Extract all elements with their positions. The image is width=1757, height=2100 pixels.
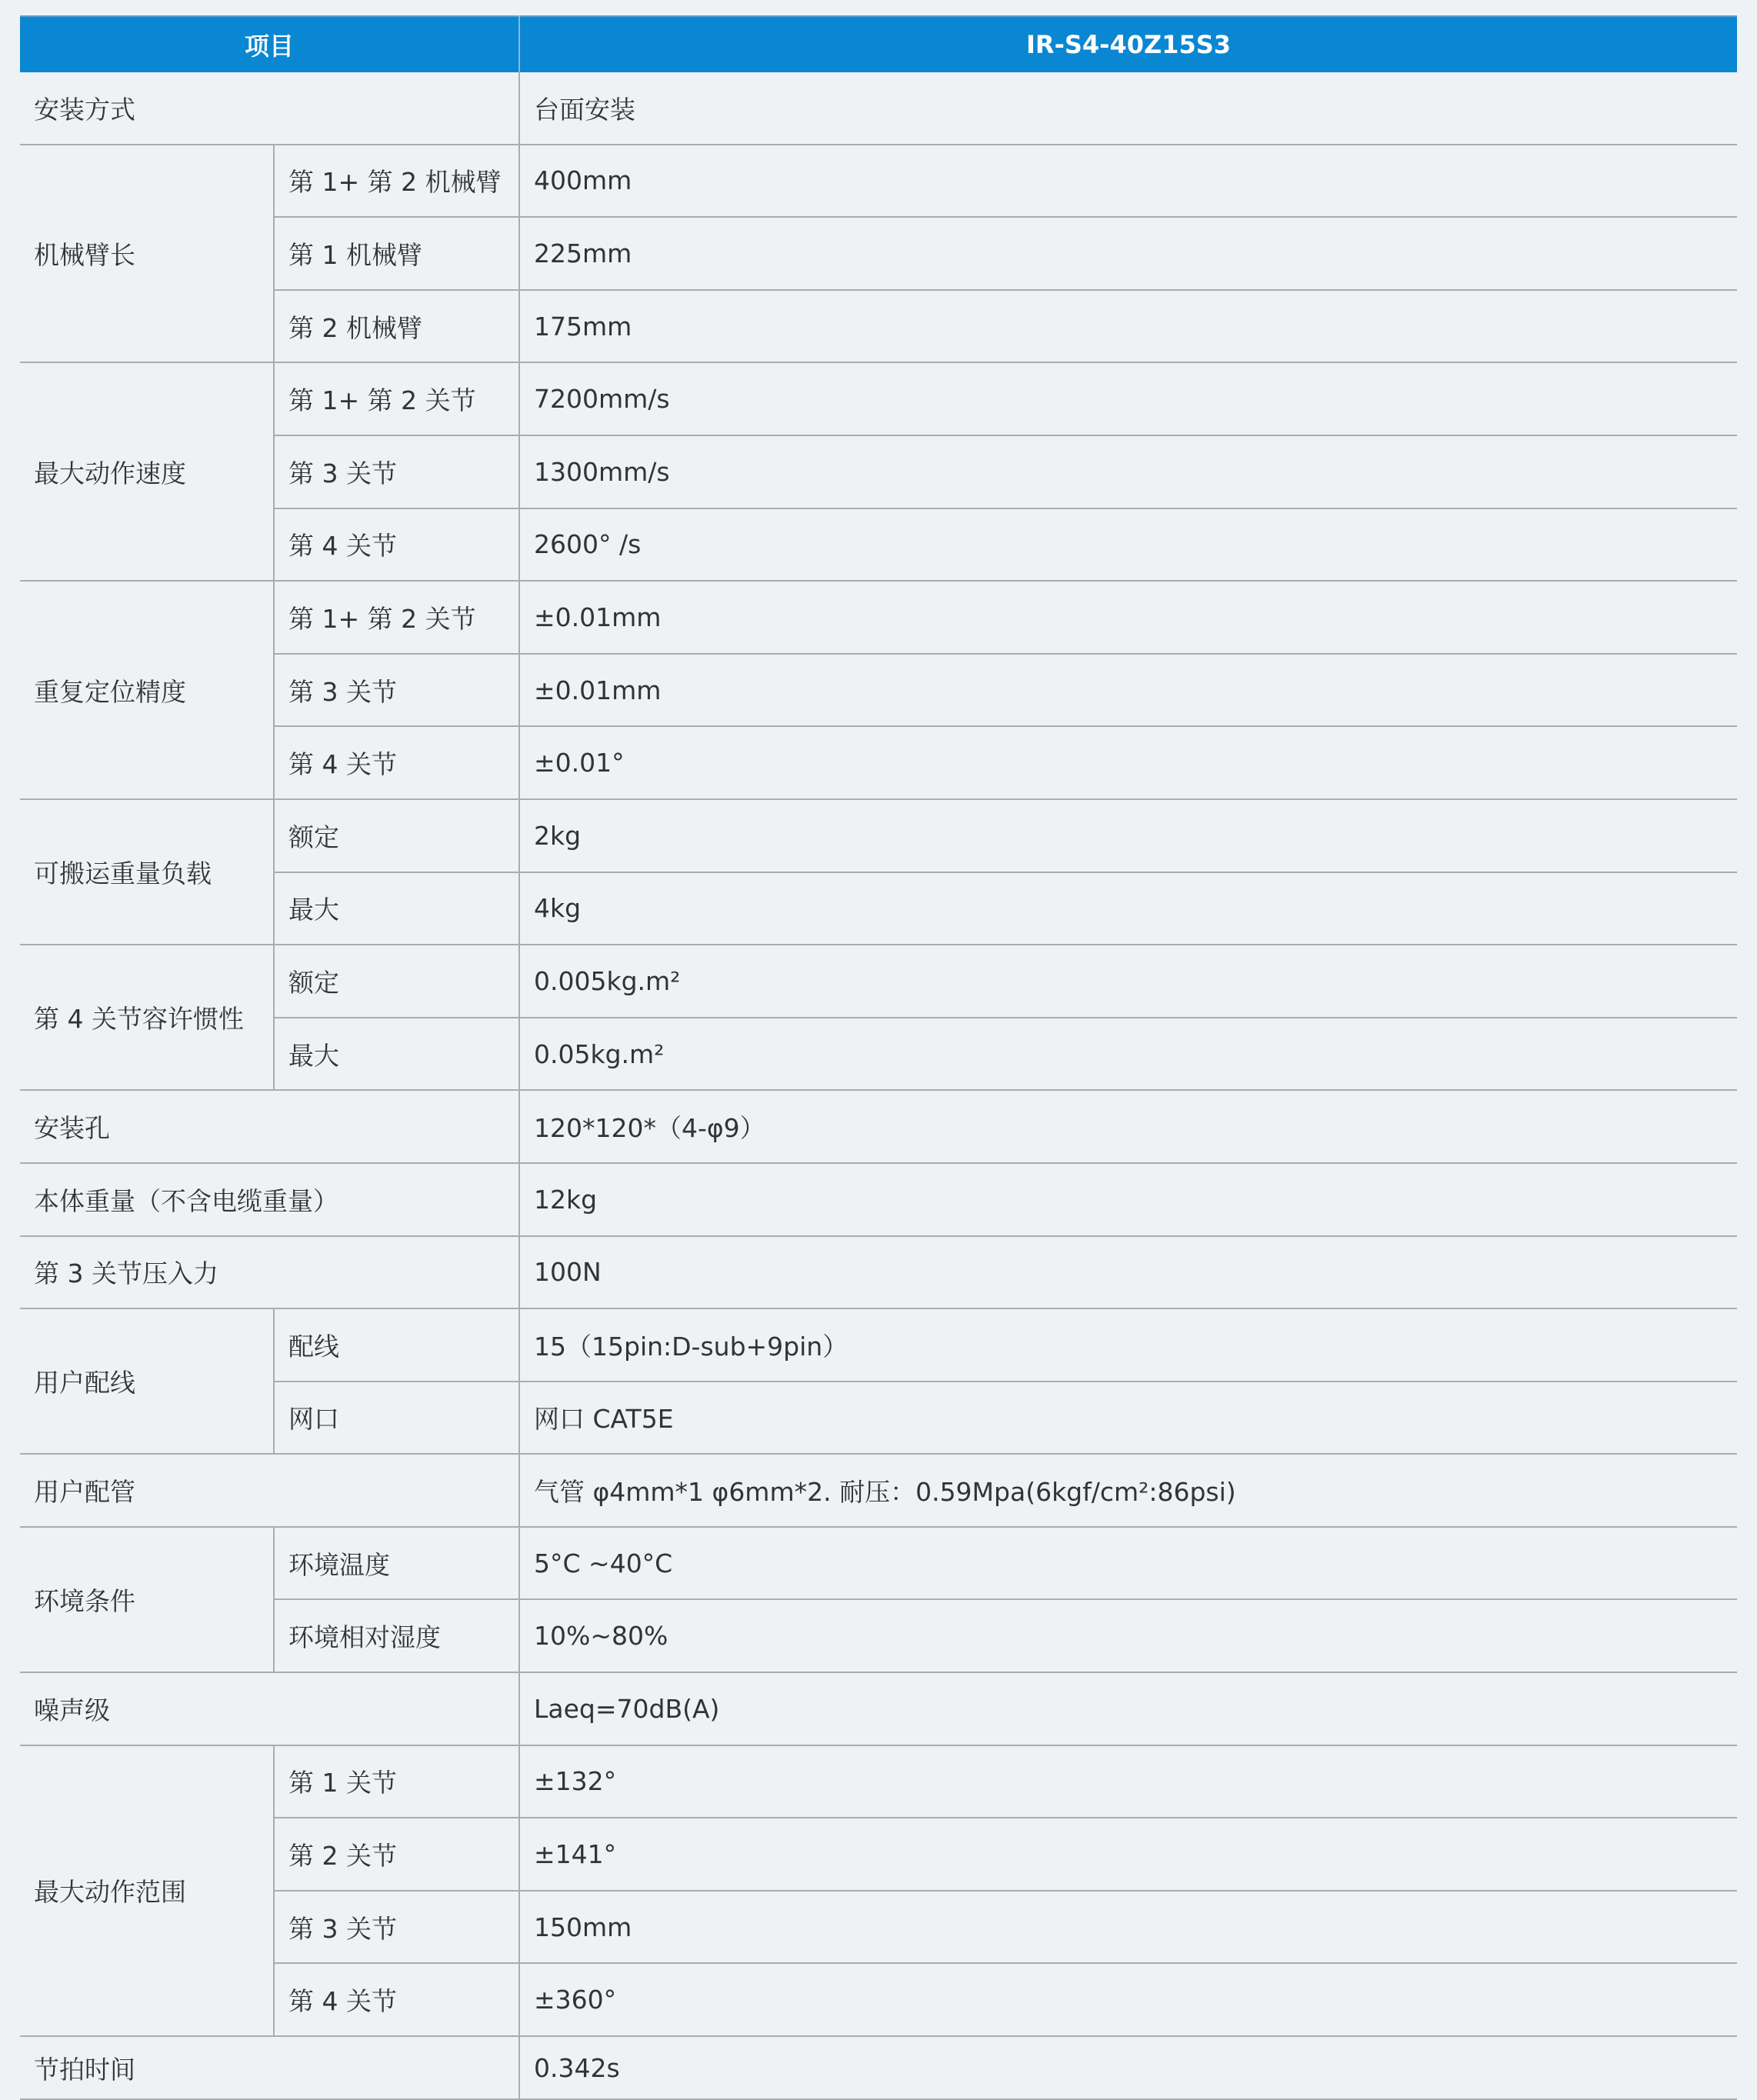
spec-value: 175mm bbox=[519, 290, 1737, 363]
group-label: 最大动作范围 bbox=[20, 1745, 274, 2036]
table-row bbox=[20, 290, 1737, 363]
spec-value: 400mm bbox=[519, 145, 1737, 218]
sub-label: 第 4 关节 bbox=[274, 508, 519, 582]
table-row bbox=[20, 581, 1737, 654]
spec-value: ±0.01° bbox=[519, 726, 1737, 799]
sub-label: 环境温度 bbox=[274, 1527, 519, 1600]
table-row bbox=[20, 1163, 1737, 1236]
spec-body bbox=[20, 72, 1737, 2099]
spec-value: 0.05kg.m² bbox=[519, 1018, 1737, 1091]
sub-label: 第 3 关节 bbox=[274, 1891, 519, 1964]
group-label: 环境条件 bbox=[20, 1527, 274, 1672]
spec-value: 225mm bbox=[519, 217, 1737, 290]
header-item: 项目 bbox=[20, 16, 519, 72]
table-row bbox=[20, 654, 1737, 727]
spec-value: ±0.01mm bbox=[519, 581, 1737, 654]
sub-label: 额定 bbox=[274, 799, 519, 872]
sub-label: 最大 bbox=[274, 872, 519, 945]
group-label: 安装孔 bbox=[20, 1090, 519, 1163]
sub-label: 第 1 关节 bbox=[274, 1745, 519, 1818]
table-row bbox=[20, 1818, 1737, 1891]
table-row bbox=[20, 1672, 1737, 1745]
sub-label: 配线 bbox=[274, 1308, 519, 1382]
spec-table-container bbox=[20, 15, 1737, 2100]
table-row bbox=[20, 1963, 1737, 2036]
header-model: IR-S4-40Z15S3 bbox=[519, 16, 1737, 72]
spec-value: Laeq=70dB(A) bbox=[519, 1672, 1737, 1745]
table-row bbox=[20, 72, 1737, 145]
spec-value: ±132° bbox=[519, 1745, 1737, 1818]
sub-label: 最大 bbox=[274, 1018, 519, 1091]
table-row bbox=[20, 508, 1737, 582]
sub-label: 第 4 关节 bbox=[274, 726, 519, 799]
group-label: 机械臂长 bbox=[20, 145, 274, 363]
spec-value: 10%~80% bbox=[519, 1599, 1737, 1672]
table-row bbox=[20, 1090, 1737, 1163]
spec-value: 4kg bbox=[519, 872, 1737, 945]
table-row bbox=[20, 1382, 1737, 1455]
sub-label: 网口 bbox=[274, 1382, 519, 1455]
group-label: 噪声级 bbox=[20, 1672, 519, 1745]
sub-label: 第 1+ 第 2 关节 bbox=[274, 581, 519, 654]
spec-value: 1300mm/s bbox=[519, 435, 1737, 508]
sub-label: 第 1 机械臂 bbox=[274, 217, 519, 290]
sub-label: 第 3 关节 bbox=[274, 435, 519, 508]
spec-value: ±0.01mm bbox=[519, 654, 1737, 727]
spec-value: 0.342s bbox=[519, 2036, 1737, 2099]
table-row bbox=[20, 1454, 1737, 1527]
spec-value: ±360° bbox=[519, 1963, 1737, 2036]
sub-label: 第 1+ 第 2 关节 bbox=[274, 362, 519, 435]
group-label: 节拍时间 bbox=[20, 2036, 519, 2099]
table-row bbox=[20, 726, 1737, 799]
spec-table bbox=[20, 15, 1737, 2100]
sub-label: 第 2 机械臂 bbox=[274, 290, 519, 363]
sub-label: 第 3 关节 bbox=[274, 654, 519, 727]
table-row bbox=[20, 1018, 1737, 1091]
spec-value: 15（15pin:D-sub+9pin） bbox=[519, 1308, 1737, 1382]
table-row bbox=[20, 1891, 1737, 1964]
sub-label: 第 4 关节 bbox=[274, 1963, 519, 2036]
group-label: 重复定位精度 bbox=[20, 581, 274, 799]
table-row bbox=[20, 945, 1737, 1018]
spec-value: 7200mm/s bbox=[519, 362, 1737, 435]
table-row bbox=[20, 799, 1737, 872]
spec-value: 5°C ~40°C bbox=[519, 1527, 1737, 1600]
table-row bbox=[20, 872, 1737, 945]
spec-value: 100N bbox=[519, 1236, 1737, 1309]
sub-label: 额定 bbox=[274, 945, 519, 1018]
group-label: 第 3 关节压入力 bbox=[20, 1236, 519, 1309]
table-row bbox=[20, 2036, 1737, 2099]
header-row bbox=[20, 16, 1737, 72]
table-row bbox=[20, 145, 1737, 218]
spec-value: 2600° /s bbox=[519, 508, 1737, 582]
table-row bbox=[20, 1599, 1737, 1672]
spec-value: 120*120*（4-φ9） bbox=[519, 1090, 1737, 1163]
table-row bbox=[20, 1527, 1737, 1600]
table-row bbox=[20, 362, 1737, 435]
table-row bbox=[20, 217, 1737, 290]
group-label: 用户配管 bbox=[20, 1454, 519, 1527]
group-label: 可搬运重量负载 bbox=[20, 799, 274, 945]
spec-value: 气管 φ4mm*1 φ6mm*2. 耐压：0.59Mpa(6kgf/cm²:86psi) bbox=[519, 1454, 1737, 1527]
group-label: 最大动作速度 bbox=[20, 362, 274, 581]
sub-label: 第 2 关节 bbox=[274, 1818, 519, 1891]
spec-value: 150mm bbox=[519, 1891, 1737, 1964]
table-row bbox=[20, 1236, 1737, 1309]
spec-value: ±141° bbox=[519, 1818, 1737, 1891]
table-row bbox=[20, 435, 1737, 508]
sub-label: 环境相对湿度 bbox=[274, 1599, 519, 1672]
group-label: 用户配线 bbox=[20, 1308, 274, 1454]
group-label: 第 4 关节容许惯性 bbox=[20, 945, 274, 1090]
spec-value: 2kg bbox=[519, 799, 1737, 872]
spec-value: 台面安装 bbox=[519, 72, 1737, 145]
group-label: 安装方式 bbox=[20, 72, 519, 145]
table-row bbox=[20, 1308, 1737, 1382]
table-row bbox=[20, 1745, 1737, 1818]
sub-label: 第 1+ 第 2 机械臂 bbox=[274, 145, 519, 218]
group-label: 本体重量（不含电缆重量） bbox=[20, 1163, 519, 1236]
spec-value: 网口 CAT5E bbox=[519, 1382, 1737, 1455]
spec-value: 12kg bbox=[519, 1163, 1737, 1236]
spec-value: 0.005kg.m² bbox=[519, 945, 1737, 1018]
